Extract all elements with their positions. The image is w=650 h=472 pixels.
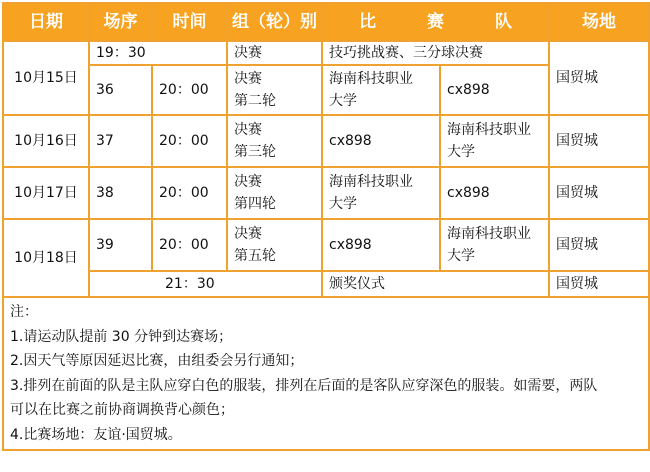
table-row [3, 41, 649, 65]
time-cell: 19：30 [89, 41, 227, 65]
group-cell: 决赛 [227, 41, 322, 65]
notes-row [3, 297, 649, 450]
home-team-cell: cx898 [322, 219, 440, 271]
header-venue: 场地 [549, 3, 649, 41]
note-item: 2.因天气等原因延迟比赛，由组委会另行通知； [10, 353, 304, 369]
venue-cell: 国贸城 [549, 219, 649, 271]
team-name-line: 海南科技职业 [329, 174, 413, 190]
header-date: 日期 [3, 3, 89, 41]
venue-cell: 国贸城 [549, 115, 649, 167]
away-team-cell: cx898 [440, 65, 549, 115]
home-team-cell [322, 167, 440, 219]
header-match-no: 场序 [89, 3, 152, 41]
match-no-cell: 38 [89, 167, 152, 219]
date-cell: 10月18日 [3, 219, 89, 297]
time-cell: 20：00 [152, 219, 227, 271]
time-cell: 20：00 [152, 167, 227, 219]
match-no-cell: 39 [89, 219, 152, 271]
time-cell: 21：30 [89, 271, 322, 297]
teams-cell: 技巧挑战赛、三分球决赛 [322, 41, 549, 65]
group-stage: 决赛 [234, 174, 262, 190]
group-stage: 决赛 [234, 71, 262, 87]
note-item: 4.比赛场地：友谊·国贸城。 [10, 426, 182, 443]
match-no-cell: 36 [89, 65, 152, 115]
time-cell: 20：00 [152, 115, 227, 167]
venue-cell: 国贸城 [549, 167, 649, 219]
away-team-cell [440, 115, 549, 167]
teams-cell: 颁奖仪式 [322, 271, 549, 297]
header-group-round: 组（轮）别 [227, 3, 322, 41]
group-round: 第四轮 [234, 196, 276, 212]
note-item: 3.排列在前面的队是主队应穿白色的服装，排列在后面的是客队应穿深色的服装。如需要，两队 [10, 377, 598, 394]
venue-cell: 国贸城 [549, 271, 649, 297]
date-cell: 10月17日 [3, 167, 89, 219]
team-name-line: 海南科技职业 [447, 226, 531, 242]
group-cell [227, 219, 322, 271]
team-name-line: 海南科技职业 [329, 71, 413, 87]
header-row [3, 3, 649, 41]
table-row [3, 115, 649, 167]
time-cell: 20：00 [152, 65, 227, 115]
team-name-line: 大学 [329, 93, 357, 109]
date-cell: 10月16日 [3, 115, 89, 167]
group-cell [227, 115, 322, 167]
group-cell [227, 167, 322, 219]
note-item-continued: 可以在比赛之前协商调换背心颜色； [10, 402, 234, 418]
notes-title: 注： [10, 304, 38, 320]
team-name-line: 大学 [329, 196, 357, 212]
header-teams: 比 赛 队 [322, 3, 549, 41]
team-name-line: 大学 [447, 144, 475, 160]
away-team-cell [440, 219, 549, 271]
away-team-cell: cx898 [440, 167, 549, 219]
home-team-cell: cx898 [322, 115, 440, 167]
note-item: 1.请运动队提前 30 分钟到达赛场； [10, 328, 233, 345]
group-stage: 决赛 [234, 226, 262, 242]
group-stage: 决赛 [234, 122, 262, 138]
team-name-line: 大学 [447, 248, 475, 264]
match-no-cell: 37 [89, 115, 152, 167]
team-name-line: 海南科技职业 [447, 122, 531, 138]
table-row [3, 167, 649, 219]
home-team-cell [322, 65, 440, 115]
schedule-table [2, 2, 650, 451]
group-round: 第五轮 [234, 248, 276, 264]
table-row [3, 219, 649, 271]
notes-cell [3, 297, 649, 450]
date-cell: 10月15日 [3, 41, 89, 115]
table-row [3, 271, 649, 297]
group-cell [227, 65, 322, 115]
group-round: 第三轮 [234, 144, 276, 160]
group-round: 第二轮 [234, 93, 276, 109]
header-time: 时间 [152, 3, 227, 41]
venue-cell: 国贸城 [549, 41, 649, 115]
